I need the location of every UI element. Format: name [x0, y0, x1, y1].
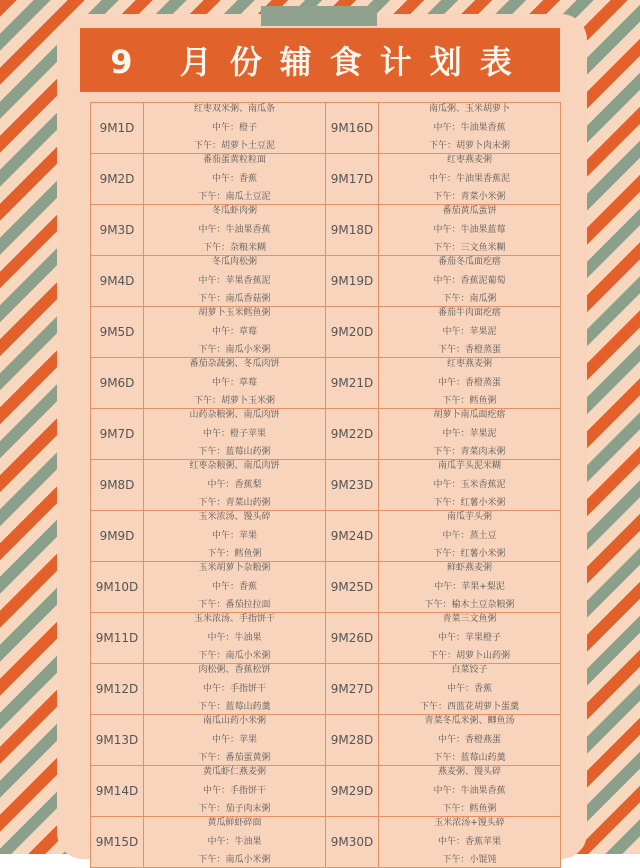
- breakfast-item: 玉米胡萝卜杂粮粥: [198, 563, 271, 573]
- meal-cell: [379, 205, 561, 256]
- noon-item: 中午：手指饼干: [202, 785, 266, 796]
- noon-item: 中午：苹果: [211, 734, 257, 745]
- meal-cell: [144, 715, 326, 766]
- noon-item: 中午：橙子苹果: [202, 428, 266, 439]
- day-code: 9M12D: [91, 664, 144, 715]
- meal-cell: [379, 715, 561, 766]
- afternoon-item: 下午：南瓜土豆泥: [198, 192, 271, 202]
- afternoon-item: 下午：番茄蛋黄粥: [198, 753, 271, 763]
- noon-item: 中午：草莓: [211, 377, 257, 388]
- table-row: [91, 460, 561, 511]
- noon-item: 中午：牛油果香蕉: [433, 122, 506, 133]
- day-code: 9M16D: [326, 103, 379, 154]
- tape-decoration: [261, 6, 377, 26]
- noon-item: 中午：牛油果蓝莓: [433, 224, 506, 235]
- afternoon-item: 下午：胡萝卜肉末粥: [428, 141, 510, 151]
- table-row: [91, 154, 561, 205]
- afternoon-item: 下午：胡萝卜玉米粥: [193, 396, 275, 406]
- afternoon-item: 下午：南瓜小米粥: [198, 855, 271, 865]
- day-code: 9M21D: [326, 358, 379, 409]
- noon-item: 中午：蒸土豆: [442, 530, 497, 541]
- meal-plan-table: [90, 102, 561, 868]
- day-code: 9M20D: [326, 307, 379, 358]
- breakfast-item: 南瓜山药小米粥: [202, 716, 266, 726]
- afternoon-item: 下午：红薯小米粥: [433, 549, 506, 559]
- breakfast-item: 番茄杂蔬粥、冬瓜肉饼: [189, 359, 280, 369]
- meal-cell: [379, 307, 561, 358]
- breakfast-item: 山药杂粮粥、南瓜肉饼: [189, 410, 280, 420]
- meal-cell: [144, 103, 326, 154]
- breakfast-item: 白菜饺子: [451, 665, 488, 675]
- meal-cell: [144, 766, 326, 817]
- day-code: 9M22D: [326, 409, 379, 460]
- day-code: 9M25D: [326, 562, 379, 613]
- breakfast-item: 肉松粥、香蕉松饼: [198, 665, 271, 675]
- table-row: [91, 511, 561, 562]
- afternoon-item: 下午：鳕鱼粥: [442, 396, 497, 406]
- day-code: 9M27D: [326, 664, 379, 715]
- afternoon-item: 下午：胡萝卜山药粥: [428, 651, 510, 661]
- breakfast-item: 红枣燕麦粥: [446, 359, 492, 369]
- meal-cell: [144, 307, 326, 358]
- breakfast-item: 番茄牛肉面疙瘩: [437, 308, 501, 318]
- day-code: 9M23D: [326, 460, 379, 511]
- table-row: [91, 358, 561, 409]
- meal-cell: [144, 664, 326, 715]
- afternoon-item: 下午：茄子肉末粥: [198, 804, 271, 814]
- breakfast-item: 冬瓜肉松粥: [211, 257, 257, 267]
- day-code: 9M7D: [91, 409, 144, 460]
- breakfast-item: 黄瓜鲜虾碎面: [207, 818, 262, 828]
- meal-cell: [379, 511, 561, 562]
- noon-item: 中午：香蕉: [446, 683, 492, 694]
- meal-cell: [144, 817, 326, 868]
- afternoon-item: 下午：蓝莓山药粥: [198, 447, 271, 457]
- meal-cell: [144, 613, 326, 664]
- noon-item: 中午：苹果泥: [442, 326, 497, 337]
- day-code: 9M10D: [91, 562, 144, 613]
- meal-cell: [379, 460, 561, 511]
- page-title: 9 月份辅食计划表: [80, 28, 560, 92]
- meal-cell: [379, 103, 561, 154]
- noon-item: 中午：苹果橙子: [437, 632, 501, 643]
- afternoon-item: 下午：三文鱼米糊: [433, 243, 506, 253]
- breakfast-item: 燕麦粥、馒头碎: [437, 767, 501, 777]
- noon-item: 中午：草莓: [211, 326, 257, 337]
- table-row: [91, 613, 561, 664]
- meal-plan-body: [91, 103, 561, 868]
- noon-item: 中午：苹果: [211, 530, 257, 541]
- noon-item: 中午：香蕉苹果: [437, 836, 501, 847]
- day-code: 9M5D: [91, 307, 144, 358]
- day-code: 9M19D: [326, 256, 379, 307]
- breakfast-item: 玉米浓汤+馒头碎: [434, 818, 505, 828]
- day-code: 9M3D: [91, 205, 144, 256]
- breakfast-item: 冬瓜虾肉粥: [211, 206, 257, 216]
- breakfast-item: 红枣燕麦粥: [446, 155, 492, 165]
- breakfast-item: 红枣杂粮粥、南瓜肉饼: [189, 461, 280, 471]
- afternoon-item: 下午：红薯小米粥: [433, 498, 506, 508]
- meal-cell: [144, 205, 326, 256]
- afternoon-item: 下午：南瓜小米粥: [198, 651, 271, 661]
- breakfast-item: 玉米浓汤、手指饼干: [193, 614, 275, 624]
- meal-cell: [379, 409, 561, 460]
- breakfast-item: 黄瓜虾仁燕麦粥: [202, 767, 266, 777]
- meal-cell: [379, 613, 561, 664]
- afternoon-item: 下午：青菜山药粥: [198, 498, 271, 508]
- day-code: 9M9D: [91, 511, 144, 562]
- afternoon-item: 下午：青菜小米粥: [433, 192, 506, 202]
- meal-cell: [144, 460, 326, 511]
- afternoon-item: 下午：胡萝卜土豆泥: [193, 141, 275, 151]
- noon-item: 中午：苹果+梨泥: [434, 581, 505, 592]
- meal-cell: [379, 256, 561, 307]
- noon-item: 中午：手指饼干: [202, 683, 266, 694]
- day-code: 9M1D: [91, 103, 144, 154]
- day-code: 9M29D: [326, 766, 379, 817]
- noon-item: 中午：牛油果香蕉: [198, 224, 271, 235]
- afternoon-item: 下午：西蓝花胡萝卜蛋羹: [419, 702, 519, 712]
- breakfast-item: 南瓜芋头粥: [446, 512, 492, 522]
- afternoon-item: 下午：蓝莓山药羹: [433, 753, 506, 763]
- table-row: [91, 409, 561, 460]
- noon-item: 中午：苹果泥: [442, 428, 497, 439]
- afternoon-item: 下午：番茄拉拉面: [198, 600, 271, 610]
- noon-item: 中午：香蕉梨: [207, 479, 262, 490]
- breakfast-item: 青菜三文鱼粥: [442, 614, 497, 624]
- noon-item: 中午：香蕉泥葡萄: [433, 275, 506, 286]
- day-code: 9M18D: [326, 205, 379, 256]
- meal-cell: [144, 358, 326, 409]
- afternoon-item: 下午：南瓜香菇粥: [198, 294, 271, 304]
- table-row: [91, 715, 561, 766]
- day-code: 9M13D: [91, 715, 144, 766]
- meal-cell: [379, 562, 561, 613]
- table-row: [91, 205, 561, 256]
- meal-cell: [379, 358, 561, 409]
- afternoon-item: 下午：榆木土豆杂粮粥: [424, 600, 515, 610]
- table-row: [91, 307, 561, 358]
- meal-cell: [144, 511, 326, 562]
- noon-item: 中午：牛油果: [207, 632, 262, 643]
- table-row: [91, 256, 561, 307]
- afternoon-item: 下午：南瓜小米粥: [198, 345, 271, 355]
- afternoon-item: 下午：蓝莓山药羹: [198, 702, 271, 712]
- table-row: [91, 664, 561, 715]
- day-code: 9M11D: [91, 613, 144, 664]
- breakfast-item: 胡萝卜玉米鳕鱼粥: [198, 308, 271, 318]
- meal-cell: [379, 766, 561, 817]
- breakfast-item: 南瓜芋头泥米糊: [437, 461, 501, 471]
- day-code: 9M30D: [326, 817, 379, 868]
- day-code: 9M6D: [91, 358, 144, 409]
- table-row: [91, 103, 561, 154]
- noon-item: 中午：牛油果香蕉泥: [428, 173, 510, 184]
- day-code: 9M17D: [326, 154, 379, 205]
- noon-item: 中午：苹果香蕉泥: [198, 275, 271, 286]
- afternoon-item: 下午：香橙蒸蛋: [437, 345, 501, 355]
- table-row: [91, 817, 561, 868]
- day-code: 9M4D: [91, 256, 144, 307]
- day-code: 9M8D: [91, 460, 144, 511]
- meal-cell: [379, 664, 561, 715]
- afternoon-item: 下午：杂粮米糊: [202, 243, 266, 253]
- breakfast-item: 红枣双米粥、南瓜条: [193, 104, 275, 114]
- noon-item: 中午：香蕉: [211, 581, 257, 592]
- meal-cell: [379, 817, 561, 868]
- day-code: 9M28D: [326, 715, 379, 766]
- meal-cell: [379, 154, 561, 205]
- noon-item: 中午：橙子: [211, 122, 257, 133]
- breakfast-item: 胡萝卜南瓜面疙瘩: [433, 410, 506, 420]
- afternoon-item: 下午：青菜肉末粥: [433, 447, 506, 457]
- meal-cell: [144, 256, 326, 307]
- breakfast-item: 番茄冬瓜面疙瘩: [437, 257, 501, 267]
- meal-cell: [144, 562, 326, 613]
- noon-item: 中午：香橙燕蛋: [437, 734, 501, 745]
- noon-item: 中午：牛油果: [207, 836, 262, 847]
- meal-cell: [144, 409, 326, 460]
- breakfast-item: 番茄黄瓜蛋饼: [442, 206, 497, 216]
- noon-item: 中午：香蕉: [211, 173, 257, 184]
- day-code: 9M2D: [91, 154, 144, 205]
- breakfast-item: 番茄蛋黄粒粒面: [202, 155, 266, 165]
- breakfast-item: 青菜冬瓜米粥、鲫鱼汤: [424, 716, 515, 726]
- afternoon-item: 下午：南瓜粥: [442, 294, 497, 304]
- table-row: [91, 562, 561, 613]
- breakfast-item: 鲜虾燕麦粥: [446, 563, 492, 573]
- day-code: 9M26D: [326, 613, 379, 664]
- breakfast-item: 南瓜粥、玉米胡萝卜: [428, 104, 510, 114]
- table-row: [91, 766, 561, 817]
- day-code: 9M14D: [91, 766, 144, 817]
- afternoon-item: 下午：鳕鱼粥: [442, 804, 497, 814]
- breakfast-item: 玉米浓汤、馒头碎: [198, 512, 271, 522]
- noon-item: 中午：玉米香蕉泥: [433, 479, 506, 490]
- noon-item: 中午：牛油果香蕉: [433, 785, 506, 796]
- afternoon-item: 下午：鳕鱼粥: [207, 549, 262, 559]
- day-code: 9M24D: [326, 511, 379, 562]
- meal-cell: [144, 154, 326, 205]
- noon-item: 中午：香橙蒸蛋: [437, 377, 501, 388]
- day-code: 9M15D: [91, 817, 144, 868]
- afternoon-item: 下午：小馄饨: [442, 855, 497, 865]
